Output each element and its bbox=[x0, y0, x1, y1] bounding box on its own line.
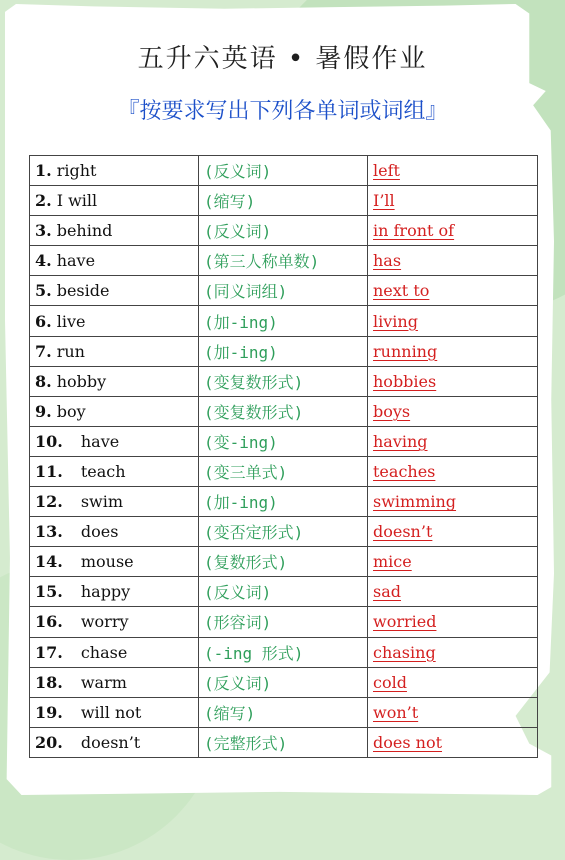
table-row bbox=[30, 246, 538, 276]
answer-text: mice bbox=[373, 552, 412, 572]
source-word: teach bbox=[80, 461, 126, 481]
table-row bbox=[30, 487, 538, 517]
instruction-hint: (变三单式) bbox=[199, 456, 368, 486]
answer-text: sad bbox=[373, 582, 401, 602]
answer-cell bbox=[368, 577, 538, 607]
table-row bbox=[30, 276, 538, 306]
source-word: chase bbox=[80, 642, 128, 662]
instruction-hint: (完整形式) bbox=[199, 727, 368, 757]
answer-text: living bbox=[373, 311, 418, 331]
item-number: 9. bbox=[35, 401, 52, 421]
answer-text: has bbox=[373, 251, 402, 271]
source-word: doesn’t bbox=[80, 732, 141, 752]
answer-text: left bbox=[373, 161, 400, 181]
answer-text: doesn’t bbox=[373, 522, 433, 542]
answer-cell bbox=[368, 697, 538, 727]
answer-cell bbox=[368, 246, 538, 276]
vocabulary-table bbox=[29, 155, 538, 758]
source-word: worry bbox=[80, 612, 129, 632]
instruction-hint: (反义词) bbox=[199, 216, 368, 246]
instruction-hint: (变复数形式) bbox=[199, 396, 368, 426]
table-row bbox=[30, 697, 538, 727]
instruction-hint: (同义词组) bbox=[199, 276, 368, 306]
item-number: 6. bbox=[35, 311, 52, 331]
source-word: warm bbox=[80, 672, 127, 692]
answer-cell bbox=[368, 607, 538, 637]
answer-text: next to bbox=[373, 281, 430, 301]
table-row bbox=[30, 396, 538, 426]
answer-text: chasing bbox=[373, 642, 436, 662]
instruction-hint: (缩写) bbox=[199, 697, 368, 727]
source-word: behind bbox=[56, 221, 113, 241]
word-cell bbox=[30, 156, 199, 186]
instruction-hint: (变复数形式) bbox=[199, 366, 368, 396]
source-word: beside bbox=[56, 281, 110, 301]
instruction-hint: (加-ing) bbox=[199, 487, 368, 517]
word-cell bbox=[30, 456, 199, 486]
instruction-hint: (-ing 形式) bbox=[199, 637, 368, 667]
word-cell bbox=[30, 577, 199, 607]
answer-cell bbox=[368, 306, 538, 336]
answer-cell bbox=[368, 637, 538, 667]
answer-cell bbox=[368, 667, 538, 697]
item-number: 14. bbox=[35, 552, 63, 572]
answer-cell bbox=[368, 156, 538, 186]
table-row bbox=[30, 366, 538, 396]
word-cell bbox=[30, 667, 199, 697]
instruction-hint: (形容词) bbox=[199, 607, 368, 637]
table-row bbox=[30, 637, 538, 667]
word-cell bbox=[30, 487, 199, 517]
answer-cell bbox=[368, 727, 538, 757]
instruction-hint: (反义词) bbox=[199, 577, 368, 607]
answer-text: I’ll bbox=[373, 191, 395, 211]
source-word: run bbox=[56, 341, 85, 361]
answer-cell bbox=[368, 456, 538, 486]
table-row bbox=[30, 727, 538, 757]
answer-cell bbox=[368, 336, 538, 366]
word-cell bbox=[30, 637, 199, 667]
table-row bbox=[30, 547, 538, 577]
answer-text: in front of bbox=[373, 221, 455, 241]
answer-text: won’t bbox=[373, 702, 419, 722]
word-cell bbox=[30, 366, 199, 396]
word-cell bbox=[30, 697, 199, 727]
answer-cell bbox=[368, 396, 538, 426]
instruction-heading: 『按要求写出下列各单词或词组』 bbox=[117, 99, 448, 124]
answer-cell bbox=[368, 487, 538, 517]
answer-cell bbox=[368, 547, 538, 577]
source-word: have bbox=[80, 431, 120, 451]
table-row bbox=[30, 186, 538, 216]
instruction-hint: (反义词) bbox=[199, 667, 368, 697]
item-number: 10. bbox=[35, 431, 63, 451]
instruction-hint: (复数形式) bbox=[199, 547, 368, 577]
item-number: 12. bbox=[35, 492, 63, 512]
item-number: 11. bbox=[35, 461, 63, 481]
source-word: I will bbox=[56, 191, 98, 211]
word-cell bbox=[30, 426, 199, 456]
item-number: 7. bbox=[35, 341, 52, 361]
table-row bbox=[30, 667, 538, 697]
answer-cell bbox=[368, 186, 538, 216]
source-word: right bbox=[56, 161, 97, 181]
answer-cell bbox=[368, 216, 538, 246]
item-number: 3. bbox=[35, 221, 52, 241]
source-word: swim bbox=[80, 492, 124, 512]
word-cell bbox=[30, 186, 199, 216]
word-cell bbox=[30, 547, 199, 577]
source-word: will not bbox=[80, 702, 142, 722]
source-word: happy bbox=[80, 582, 131, 602]
table-row bbox=[30, 156, 538, 186]
answer-text: having bbox=[373, 431, 428, 451]
table-row bbox=[30, 517, 538, 547]
instruction-hint: (加-ing) bbox=[199, 336, 368, 366]
word-cell bbox=[30, 336, 199, 366]
table-row bbox=[30, 577, 538, 607]
answer-text: hobbies bbox=[373, 371, 437, 391]
answer-cell bbox=[368, 276, 538, 306]
answer-text: boys bbox=[373, 401, 411, 421]
answer-cell bbox=[368, 366, 538, 396]
answer-text: swimming bbox=[373, 492, 457, 512]
instruction-hint: (变否定形式) bbox=[199, 517, 368, 547]
item-number: 4. bbox=[35, 251, 52, 271]
answer-text: teaches bbox=[373, 461, 436, 481]
item-number: 1. bbox=[35, 161, 52, 181]
word-cell bbox=[30, 306, 199, 336]
instruction-hint: (反义词) bbox=[199, 156, 368, 186]
source-word: mouse bbox=[80, 552, 134, 572]
item-number: 2. bbox=[35, 191, 52, 211]
word-cell bbox=[30, 607, 199, 637]
answer-cell bbox=[368, 426, 538, 456]
table-row bbox=[30, 456, 538, 486]
answer-text: worried bbox=[373, 612, 437, 632]
table-row bbox=[30, 306, 538, 336]
word-cell bbox=[30, 396, 199, 426]
table-row bbox=[30, 336, 538, 366]
table-row bbox=[30, 216, 538, 246]
answer-cell bbox=[368, 517, 538, 547]
instruction-hint: (第三人称单数) bbox=[199, 246, 368, 276]
item-number: 18. bbox=[35, 672, 63, 692]
source-word: does bbox=[80, 522, 119, 542]
item-number: 16. bbox=[35, 612, 63, 632]
item-number: 20. bbox=[35, 732, 63, 752]
source-word: live bbox=[56, 311, 86, 331]
item-number: 19. bbox=[35, 702, 63, 722]
instruction-hint: (加-ing) bbox=[199, 306, 368, 336]
answer-text: running bbox=[373, 341, 438, 361]
item-number: 17. bbox=[35, 642, 63, 662]
instruction-hint: (变-ing) bbox=[199, 426, 368, 456]
item-number: 13. bbox=[35, 522, 63, 542]
table-row bbox=[30, 607, 538, 637]
answer-text: cold bbox=[373, 672, 407, 692]
instruction-hint: (缩写) bbox=[199, 186, 368, 216]
source-word: boy bbox=[56, 401, 86, 421]
source-word: have bbox=[56, 251, 96, 271]
item-number: 5. bbox=[35, 281, 52, 301]
word-cell bbox=[30, 246, 199, 276]
table-row bbox=[30, 426, 538, 456]
word-cell bbox=[30, 727, 199, 757]
item-number: 15. bbox=[35, 582, 63, 602]
source-word: hobby bbox=[56, 371, 107, 391]
page-title: 五升六英语 • 暑假作业 bbox=[137, 44, 428, 74]
word-cell bbox=[30, 276, 199, 306]
item-number: 8. bbox=[35, 371, 52, 391]
word-cell bbox=[30, 517, 199, 547]
answer-text: does not bbox=[373, 732, 443, 752]
word-cell bbox=[30, 216, 199, 246]
